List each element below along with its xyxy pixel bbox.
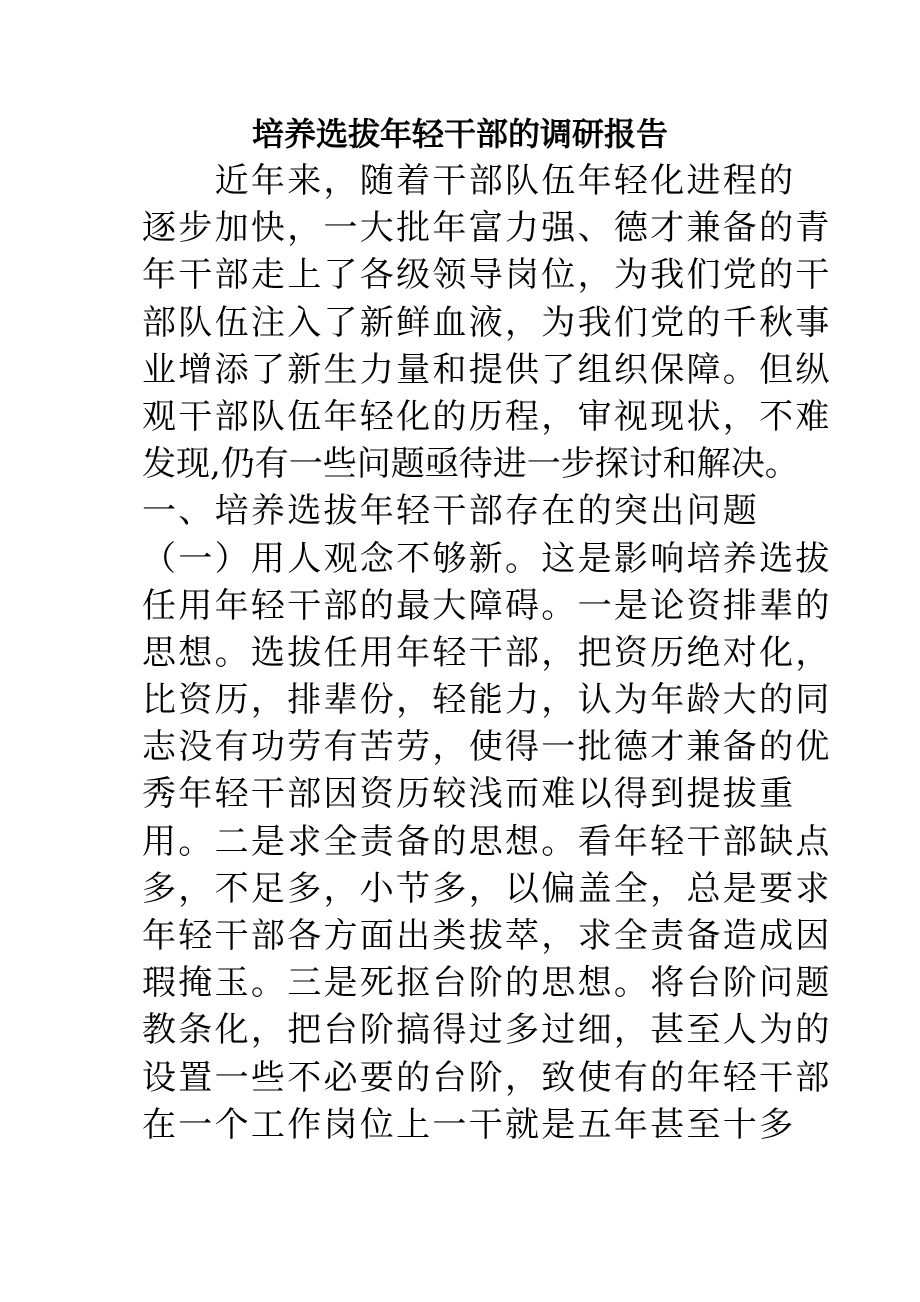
body-line: 逐步加快，一大批年富力强、德才兼备的青 — [142, 208, 832, 249]
body-line: 志没有功劳有苦劳，使得一批德才兼备的优 — [142, 727, 832, 768]
body-line: 用。二是求全责备的思想。看年轻干部缺点 — [142, 821, 832, 862]
body-line: 任用年轻干部的最大障碍。一是论资排辈的 — [142, 585, 832, 626]
body-line: 发现,仍有一些问题亟待进一步探讨和解决。 — [142, 444, 799, 485]
body-line: 在一个工作岗位上一干就是五年甚至十多 — [142, 1104, 796, 1145]
document-body — [142, 158, 832, 1149]
body-line: 思想。选拔任用年轻干部，把资历绝对化， — [142, 632, 832, 673]
body-line: 多，不足多，小节多，以偏盖全，总是要求 — [142, 868, 832, 909]
body-line: 年干部走上了各级领导岗位，为我们党的干 — [142, 255, 832, 296]
section-heading: 一、培养选拔年轻干部存在的突出问题 — [142, 491, 760, 532]
body-line: 业增添了新生力量和提供了组织保障。但纵 — [142, 349, 832, 390]
body-line: 秀年轻干部因资历较浅而难以得到提拔重 — [142, 774, 796, 815]
body-line: 教条化，把台阶搞得过多过细，甚至人为的 — [142, 1010, 832, 1051]
body-line: 近年来，随着干部队伍年轻化进程的 — [142, 161, 796, 201]
document-title: 培养选拔年轻干部的调研报告 — [251, 115, 668, 153]
body-line: 年轻干部各方面出类拔萃，求全责备造成因 — [142, 916, 832, 956]
body-line: 瑕掩玉。三是死抠台阶的思想。将台阶问题 — [142, 963, 832, 1004]
body-line: 部队伍注入了新鲜血液，为我们党的千秋事 — [142, 302, 832, 343]
body-line: 比资历，排辈份，轻能力，认为年龄大的同 — [142, 680, 832, 721]
body-line: （一）用人观念不够新。这是影响培养选拔 — [142, 538, 832, 579]
body-line: 观干部队伍年轻化的历程，审视现状，不难 — [142, 396, 832, 437]
body-line: 设置一些不必要的台阶，致使有的年轻干部 — [142, 1057, 832, 1098]
